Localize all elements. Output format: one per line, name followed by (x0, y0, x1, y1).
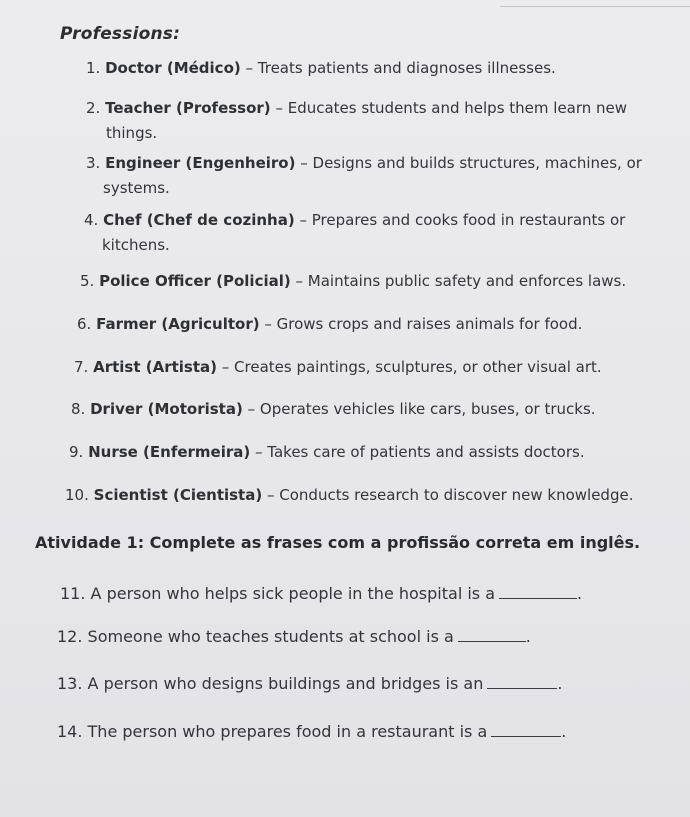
profession-description: – Conducts research to discover new knowledge. (267, 486, 634, 504)
answer-blank[interactable] (458, 641, 526, 642)
profession-item: 8. Driver (Motorista) – Operates vehicles like cars, buses, or trucks. (71, 400, 596, 418)
profession-description: – Operates vehicles like cars, buses, or trucks. (247, 400, 596, 418)
profession-term: Doctor (Médico) (105, 59, 241, 77)
fill-in-question: 11. A person who helps sick people in the hospital is a . (60, 584, 583, 603)
profession-description: – Creates paintings, sculptures, or other visual art. (221, 358, 602, 376)
fill-in-question: 12. Someone who teaches students at school is a . (57, 627, 531, 646)
profession-description: – Educates students and helps them learn new (275, 99, 628, 117)
fill-in-question: 14. The person who prepares food in a restaurant is a . (57, 722, 567, 741)
profession-item: 3. Engineer (Engenheiro) – Designs and builds structures, machines, or systems. (86, 154, 642, 197)
profession-term: Scientist (Cientista) (93, 486, 263, 504)
question-text: 12. Someone who teaches students at school is a (57, 627, 454, 646)
profession-description: – Grows crops and raises animals for food. (264, 315, 583, 333)
fill-in-question: 13. A person who designs buildings and bridges is an . (57, 674, 563, 693)
profession-description-continued: systems. (103, 179, 170, 197)
profession-description: – Treats patients and diagnoses illnesses. (245, 59, 556, 77)
profession-description: – Prepares and cooks food in restaurants or (299, 211, 626, 229)
profession-item: 9. Nurse (Enfermeira) – Takes care of patients and assists doctors. (69, 443, 585, 461)
top-rule-divider (500, 6, 690, 7)
profession-item: 4. Chef (Chef de cozinha) – Prepares and cooks food in restaurants or kitchens. (84, 211, 626, 254)
answer-blank[interactable] (487, 688, 557, 689)
profession-item: 2. Teacher (Professor) – Educates students and helps them learn new things. (86, 99, 628, 142)
profession-description: – Maintains public safety and enforces laws. (295, 272, 627, 290)
profession-item: 1. Doctor (Médico) – Treats patients and diagnoses illnesses. (86, 59, 556, 77)
profession-term: Police Officer (Policial) (99, 272, 291, 290)
profession-term: Engineer (Engenheiro) (105, 154, 296, 172)
profession-item: 5. Police Officer (Policial) – Maintains public safety and enforces laws. (80, 272, 627, 290)
profession-term: Chef (Chef de cozinha) (103, 211, 295, 229)
activity-heading: Atividade 1: Complete as frases com a profissão correta em inglês. (35, 533, 641, 552)
profession-term: Teacher (Professor) (105, 99, 271, 117)
profession-description-continued: things. (106, 124, 158, 142)
question-text: 13. A person who designs buildings and bridges is an (57, 674, 484, 693)
profession-item: 6. Farmer (Agricultor) – Grows crops and raises animals for food. (77, 315, 583, 333)
profession-term: Nurse (Enfermeira) (88, 443, 251, 461)
question-text: 14. The person who prepares food in a restaurant is a (57, 722, 488, 741)
answer-blank[interactable] (499, 598, 577, 599)
profession-term: Artist (Artista) (93, 358, 217, 376)
profession-description-continued: kitchens. (102, 236, 170, 254)
profession-item: 7. Artist (Artista) – Creates paintings, sculptures, or other visual art. (74, 358, 602, 376)
answer-blank[interactable] (491, 736, 561, 737)
profession-description: – Designs and builds structures, machines, or (300, 154, 642, 172)
question-text: 11. A person who helps sick people in the hospital is a (60, 584, 496, 603)
page-title: Professions: (60, 24, 181, 44)
profession-term: Farmer (Agricultor) (96, 315, 260, 333)
profession-item: 10. Scientist (Cientista) – Conducts research to discover new knowledge. (65, 486, 634, 504)
profession-description: – Takes care of patients and assists doctors. (255, 443, 585, 461)
profession-term: Driver (Motorista) (90, 400, 243, 418)
